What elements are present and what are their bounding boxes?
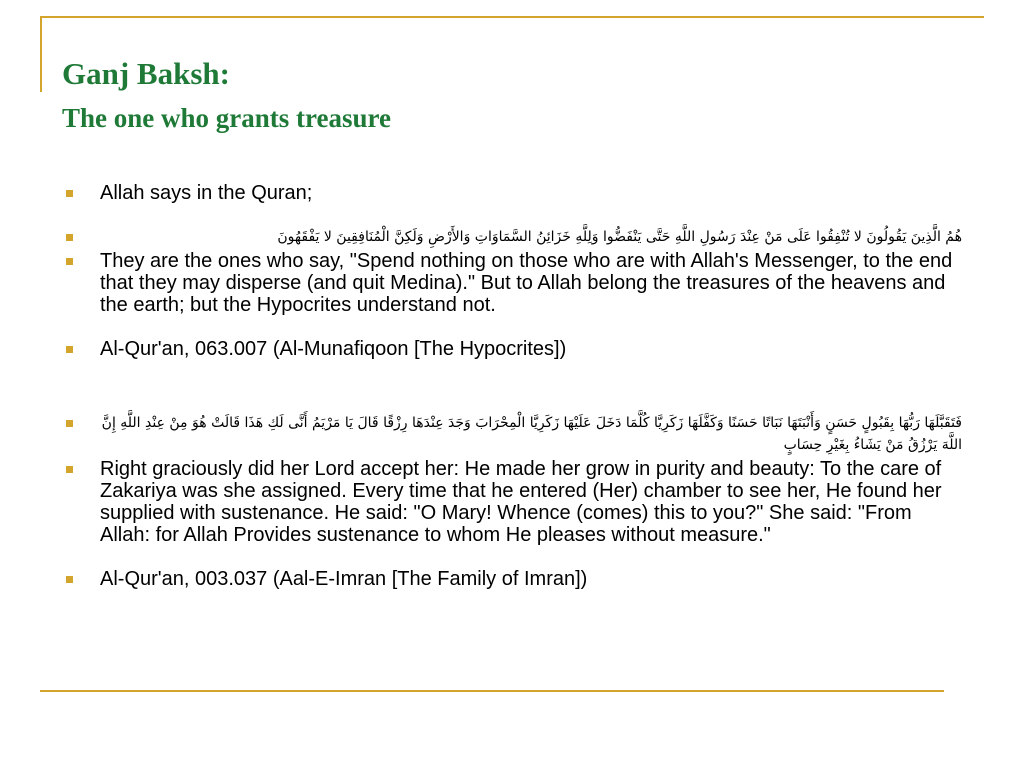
- left-rule: [40, 16, 42, 92]
- bullet-marker: [66, 234, 73, 241]
- bullet-marker: [66, 576, 73, 583]
- bullet-marker: [66, 466, 73, 473]
- bullet-text: Right graciously did her Lord accept her: He made her grow in purity and beauty: To the care of Zakariya was she assigned. Every time that he entered (Her) chamber to see her, He found her supplied with sustenance. He said: "O Mary! Whence (comes) this to you?" She said: "From Allah: for Allah Provides sustenance to whom He pleases without measure.": [100, 458, 942, 546]
- slide-subtitle: The one who grants treasure: [62, 103, 391, 133]
- bullet-item-translation-2: [62, 458, 962, 546]
- bullet-item-intro: [62, 182, 962, 204]
- bullet-item-arabic-verse-2: [62, 412, 962, 456]
- bullet-item-arabic-verse-1: [62, 226, 962, 248]
- bullet-marker: [66, 346, 73, 353]
- bottom-rule: [40, 690, 944, 692]
- bullet-text: فَتَقَبَّلَهَا رَبُّهَا بِقَبُولٍ حَسَنٍ وَأَنْبَتَهَا نَبَاتًا حَسَنًا وَكَفَّلَهَا زَكَرِيَّا كُلَّمَا دَخَلَ عَلَيْهَا زَكَرِيَّا الْمِحْرَابَ وَجَدَ عِنْدَهَا رِزْقًا قَالَ يَا مَرْيَمُ أَنَّى لَكِ هَذَا قَالَتْ هُوَ مِنْ عِنْدِ اللَّهِ إِنَّ اللَّهَ يَرْزُقُ مَنْ يَشَاءُ بِغَيْرِ حِسَابٍ: [101, 415, 962, 453]
- bullet-text: They are the ones who say, "Spend nothing on those who are with Allah's Messenger, to the end that they may disperse (and quit Medina)." But to Allah belong the treasures of the heavens and the earth; but the Hypocrites understand not.: [100, 250, 953, 316]
- bullet-list: [62, 182, 962, 590]
- top-rule: [40, 16, 984, 18]
- bullet-text: هُمُ الَّذِينَ يَقُولُونَ لا تُنْفِقُوا عَلَى مَنْ عِنْدَ رَسُولِ اللَّهِ حَتَّى يَنْفَضُّوا وَلِلَّهِ خَزَائِنُ السَّمَاوَاتِ وَالأَرْضِ وَلَكِنَّ الْمُنَافِقِينَ لا يَفْقَهُونَ: [277, 229, 962, 245]
- bullet-item-translation-1: [62, 250, 962, 316]
- bullet-marker: [66, 190, 73, 197]
- slide-title: Ganj Baksh:: [62, 56, 230, 91]
- bullet-text: Al-Qur'an, 003.037 (Aal-E-Imran [The Family of Imran]): [100, 568, 588, 590]
- bullet-item-citation-2: [62, 568, 962, 590]
- bullet-text: Al-Qur'an, 063.007 (Al-Munafiqoon [The Hypocrites]): [100, 338, 567, 360]
- bullet-text: Allah says in the Quran;: [100, 182, 313, 204]
- bullet-marker: [66, 258, 73, 265]
- bullet-marker: [66, 420, 73, 427]
- bullet-item-citation-1: [62, 338, 962, 360]
